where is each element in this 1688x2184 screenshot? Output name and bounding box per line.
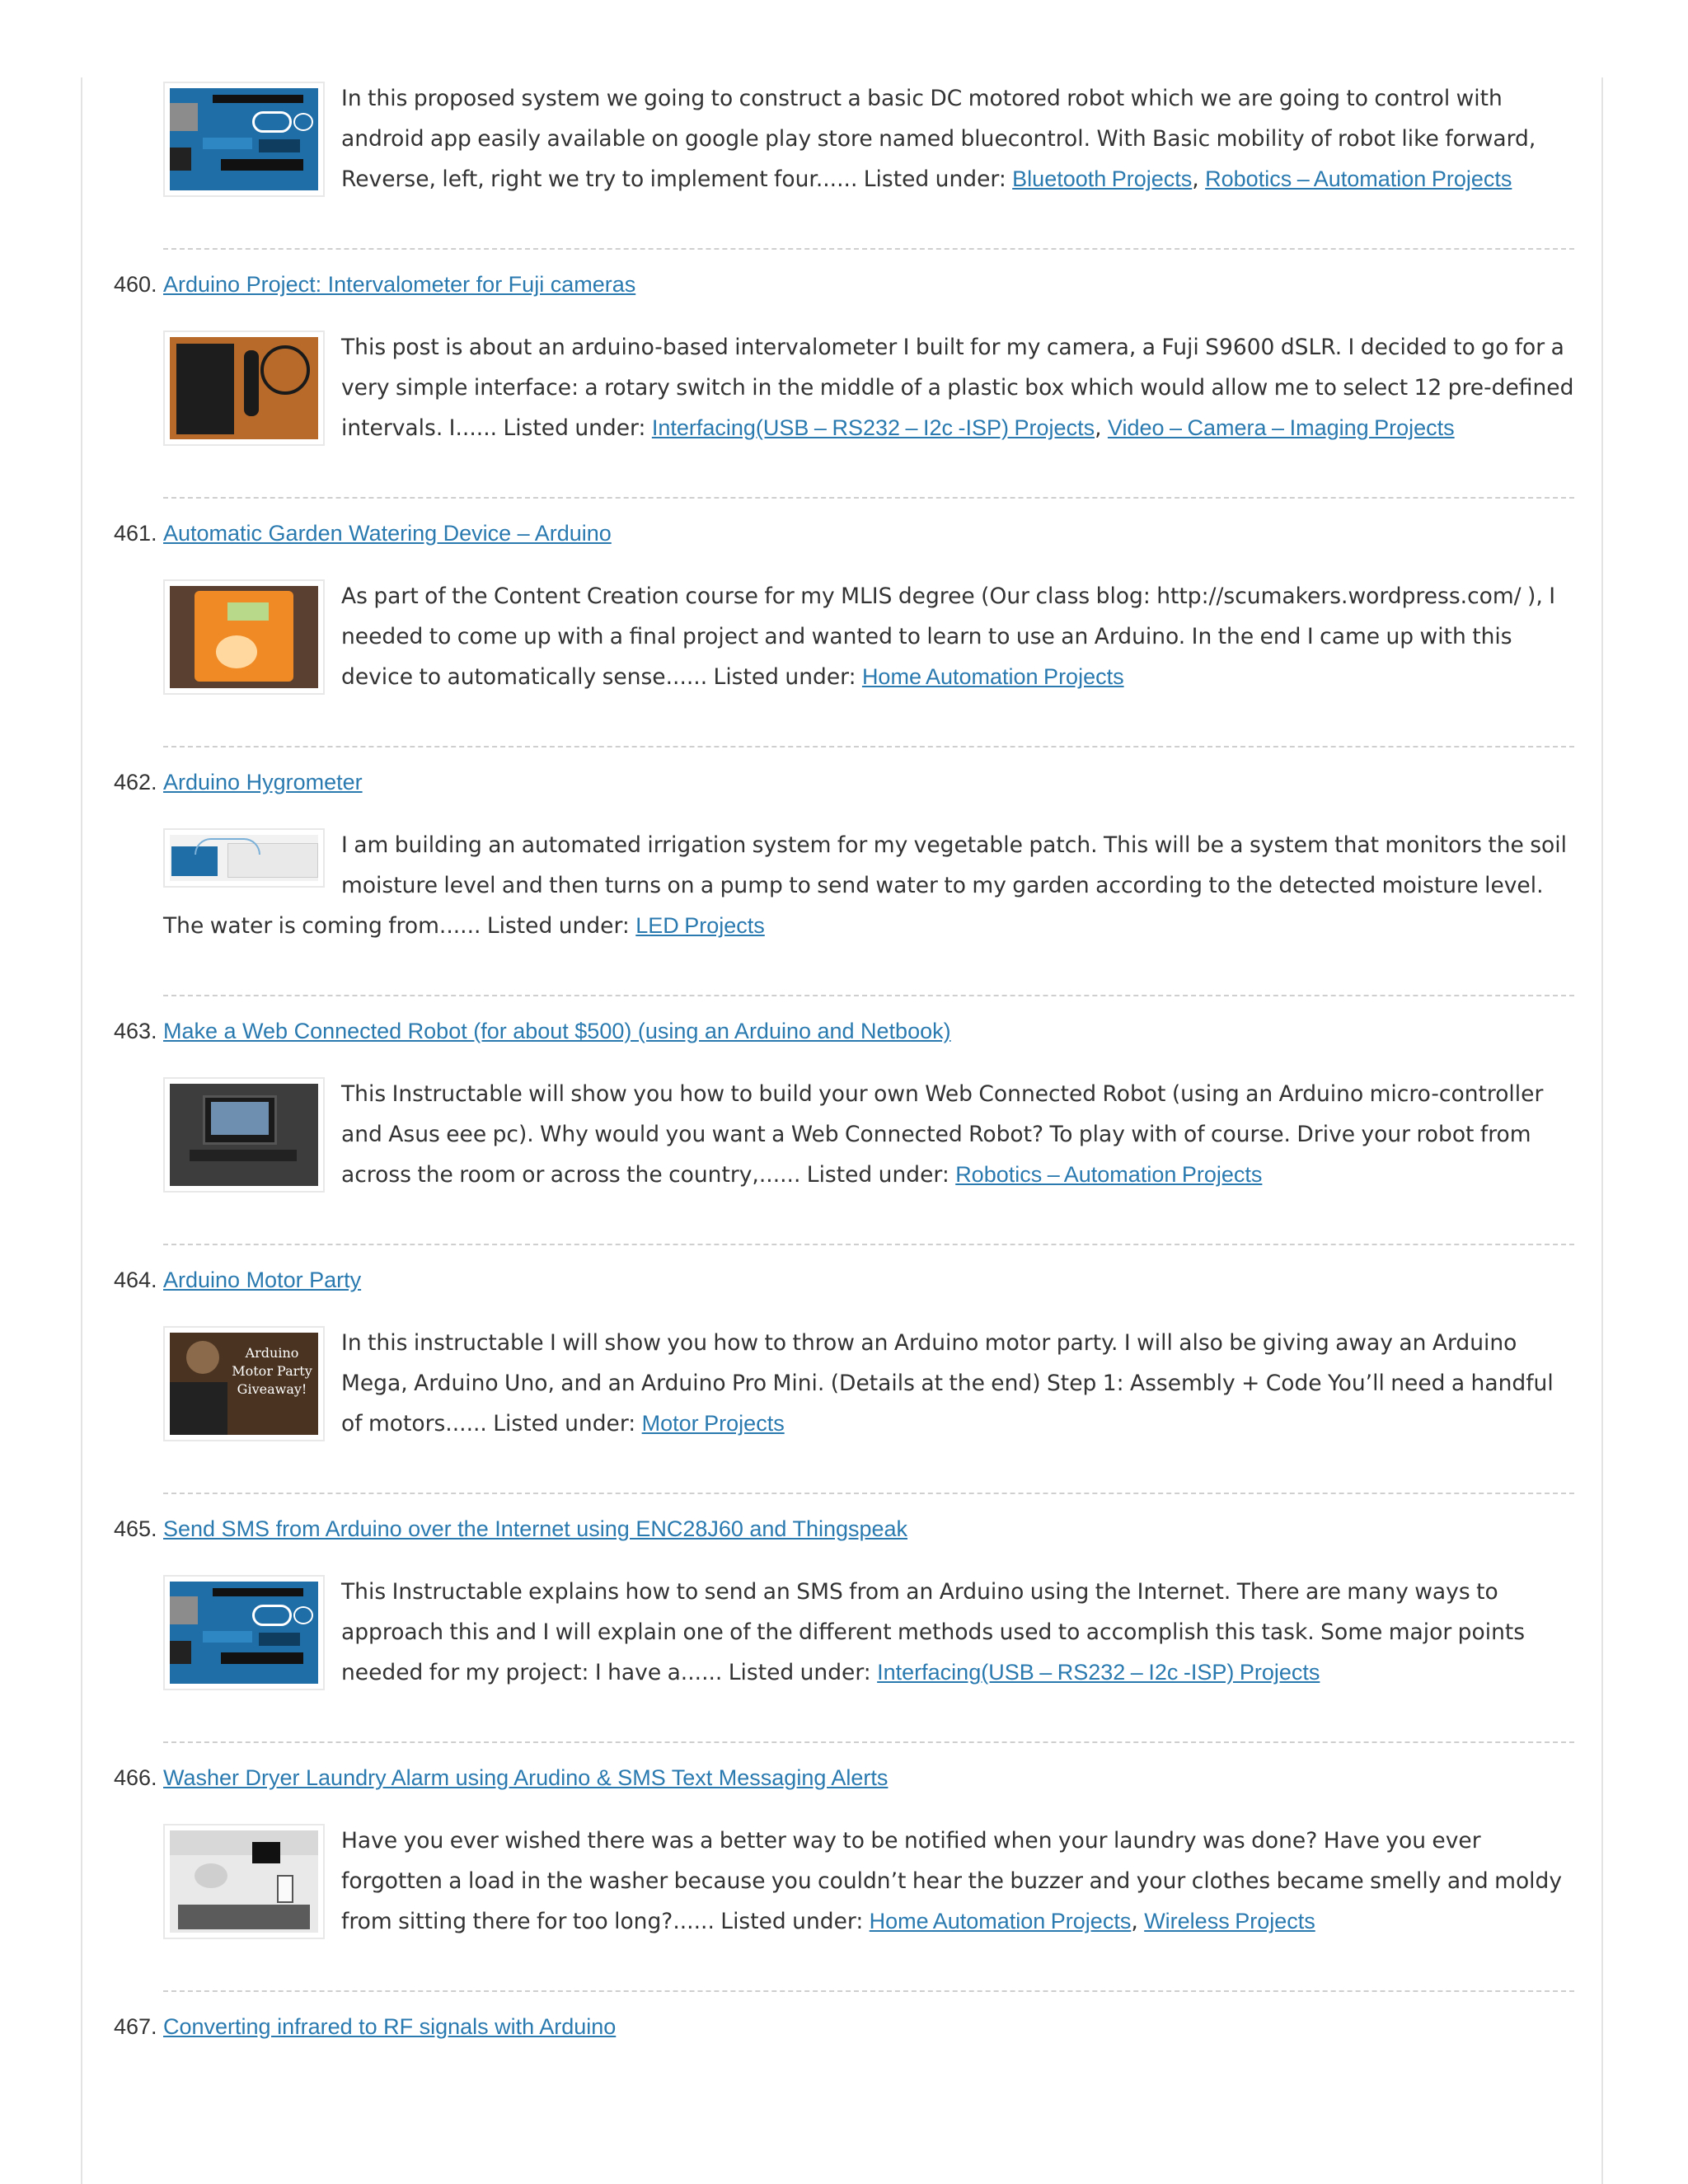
arduino-uno-image: [170, 88, 318, 190]
entry-description: Have you ever wished there was a better way to be notified when your laundry was done? Have you ever forgotten a load in the washer because you couldn’t hear the buzzer and your clothes became smelly and moldy from sitting there for too long?...... Listed under: Home Automation Projects, Wireless Projects: [341, 1828, 1563, 1934]
entry-title-row: [114, 497, 1574, 576]
entry-thumbnail[interactable]: [163, 1824, 325, 1939]
category-link-wireless[interactable]: Wireless Projects: [1144, 1909, 1315, 1933]
category-link-interfacing[interactable]: Interfacing(USB – RS232 – I2c -ISP) Projects: [877, 1660, 1320, 1685]
category-link-motor[interactable]: Motor Projects: [641, 1411, 785, 1436]
category-link-video-camera[interactable]: Video – Camera – Imaging Projects: [1107, 415, 1455, 440]
entry-title-row: [114, 1244, 1574, 1323]
category-link-home-automation[interactable]: Home Automation Projects: [861, 664, 1124, 689]
entry-title-row: [114, 1990, 1574, 2069]
laundry-alarm-image: [170, 1830, 318, 1933]
entry-description: I am building an automated irrigation system for my vegetable patch. This will be a system that monitors the soil moisture level and then turns on a pump to send water to my garden according to the detected moisture level. The water is coming from...... Listed under: LED Projects: [163, 832, 1567, 939]
entry-title-link[interactable]: Converting infrared to RF signals with Arduino: [163, 2014, 617, 2039]
category-link-home-automation[interactable]: Home Automation Projects: [869, 1909, 1132, 1933]
entry-description: In this instructable I will show you how to throw an Arduino motor party. I will also be giving away an Arduino Mega, Arduino Uno, and an Arduino Pro Mini. (Details at the end) Step 1: Assembly + Code You’ll need a handful of motors...... Listed under: Motor Projects: [341, 1330, 1554, 1436]
project-list: [114, 78, 1574, 2069]
list-item: [114, 746, 1574, 995]
entry-number: 461.: [114, 521, 157, 546]
entry-title-link[interactable]: Arduino Project: Intervalometer for Fuji cameras: [163, 272, 636, 297]
list-item: [114, 1990, 1574, 2069]
list-item: [114, 1493, 1574, 1741]
hygrometer-image: [170, 835, 318, 881]
entry-body: [163, 1323, 1574, 1493]
entry-title-link[interactable]: Automatic Garden Watering Device – Arduino: [163, 521, 612, 546]
list-item: [114, 497, 1574, 746]
entry-number: 462.: [114, 770, 157, 794]
entry-title-link[interactable]: Washer Dryer Laundry Alarm using Arudino & SMS Text Messaging Alerts: [163, 1765, 889, 1790]
list-item: [114, 995, 1574, 1244]
entry-description: This Instructable explains how to send an SMS from an Arduino using the Internet. There are many ways to approach this and I will explain one of the different methods used to accomplish this task. Some major points needed for my project: I have a...... Listed under: Interfacing(USB – RS232 – I2c -ISP) Projects: [341, 1579, 1526, 1685]
category-link-interfacing[interactable]: Interfacing(USB – RS232 – I2c -ISP) Projects: [651, 415, 1095, 440]
entry-title-row: [114, 1741, 1574, 1821]
entry-number: 466.: [114, 1765, 157, 1790]
entry-description: As part of the Content Creation course for my MLIS degree (Our class blog: http://scumakers.wordpress.com/ ), I needed to come up with a final project and wanted to learn to use an Arduino. In the end I came up with this device to automatically sense...... Listed under: Home Automation Projects: [341, 583, 1556, 690]
entry-body: [163, 576, 1574, 746]
entry-number: 467.: [114, 2014, 157, 2039]
watering-device-image: [170, 586, 318, 688]
entry-body: [163, 78, 1574, 248]
entry-number: 465.: [114, 1516, 157, 1541]
arduino-uno-image: [170, 1582, 318, 1684]
entry-thumbnail[interactable]: [163, 82, 325, 197]
category-link-bluetooth[interactable]: Bluetooth Projects: [1012, 166, 1193, 191]
entry-title-link[interactable]: Arduino Hygrometer: [163, 770, 363, 794]
list-item: [114, 1741, 1574, 1990]
entry-title-link[interactable]: Make a Web Connected Robot (for about $500) (using an Arduino and Netbook): [163, 1019, 951, 1043]
thumbnail-caption: Arduino Motor Party Giveaway!: [232, 1345, 312, 1397]
entry-body: [163, 327, 1574, 497]
category-link-robotics[interactable]: Robotics – Automation Projects: [955, 1162, 1263, 1187]
motor-party-image: [170, 1333, 318, 1435]
entry-thumbnail[interactable]: [163, 1575, 325, 1690]
entry-description: This Instructable will show you how to build your own Web Connected Robot (using an Arduino micro-controller and Asus eee pc). Why would you want a Web Connected Robot? To play with of course. Drive your robot from across the room or across the country,...... Listed under: Robotics – Automation Projects: [341, 1081, 1544, 1188]
entry-number: 463.: [114, 1019, 157, 1043]
entry-thumbnail[interactable]: [163, 828, 325, 888]
entry-title-row: [114, 995, 1574, 1074]
entry-thumbnail[interactable]: [163, 1326, 325, 1441]
entry-body: [163, 825, 1574, 995]
entry-title-link[interactable]: Arduino Motor Party: [163, 1268, 362, 1292]
entry-title-row: [114, 1493, 1574, 1572]
entry-thumbnail[interactable]: [163, 1077, 325, 1193]
entry-title-row: [114, 746, 1574, 825]
entry-title-link[interactable]: Send SMS from Arduino over the Internet using ENC28J60 and Thingspeak: [163, 1516, 908, 1541]
entry-body: [163, 1572, 1574, 1741]
list-item: [163, 78, 1574, 248]
entry-thumbnail[interactable]: [163, 579, 325, 695]
entry-description: In this proposed system we going to construct a basic DC motored robot which we are going to control with android app easily available on google play store named bluecontrol. With Basic mobility of robot like forward, Reverse, left, right we try to implement four...... Listed under: Bluetooth Projects, Robotics – Automation Projects: [341, 86, 1536, 192]
entry-body: [163, 1821, 1574, 1990]
category-link-robotics[interactable]: Robotics – Automation Projects: [1205, 166, 1512, 191]
entry-body: [163, 1074, 1574, 1244]
entry-number: 460.: [114, 272, 157, 297]
entry-number: 464.: [114, 1268, 157, 1292]
list-item: [114, 1244, 1574, 1493]
entry-description: This post is about an arduino-based intervalometer I built for my camera, a Fuji S9600 dSLR. I decided to go for a very simple interface: a rotary switch in the middle of a plastic box which would allow me to select 12 pre-defined intervals. I...... Listed under: Interfacing(USB – RS232 – I2c -ISP) Projects, Video – Camera – Imaging Projects: [341, 335, 1574, 441]
category-link-led[interactable]: LED Projects: [635, 913, 765, 938]
fuji-intervalometer-image: [170, 337, 318, 439]
entry-title-row: [114, 248, 1574, 327]
list-item: [114, 248, 1574, 497]
netbook-robot-image: [170, 1084, 318, 1186]
entry-thumbnail[interactable]: [163, 330, 325, 446]
